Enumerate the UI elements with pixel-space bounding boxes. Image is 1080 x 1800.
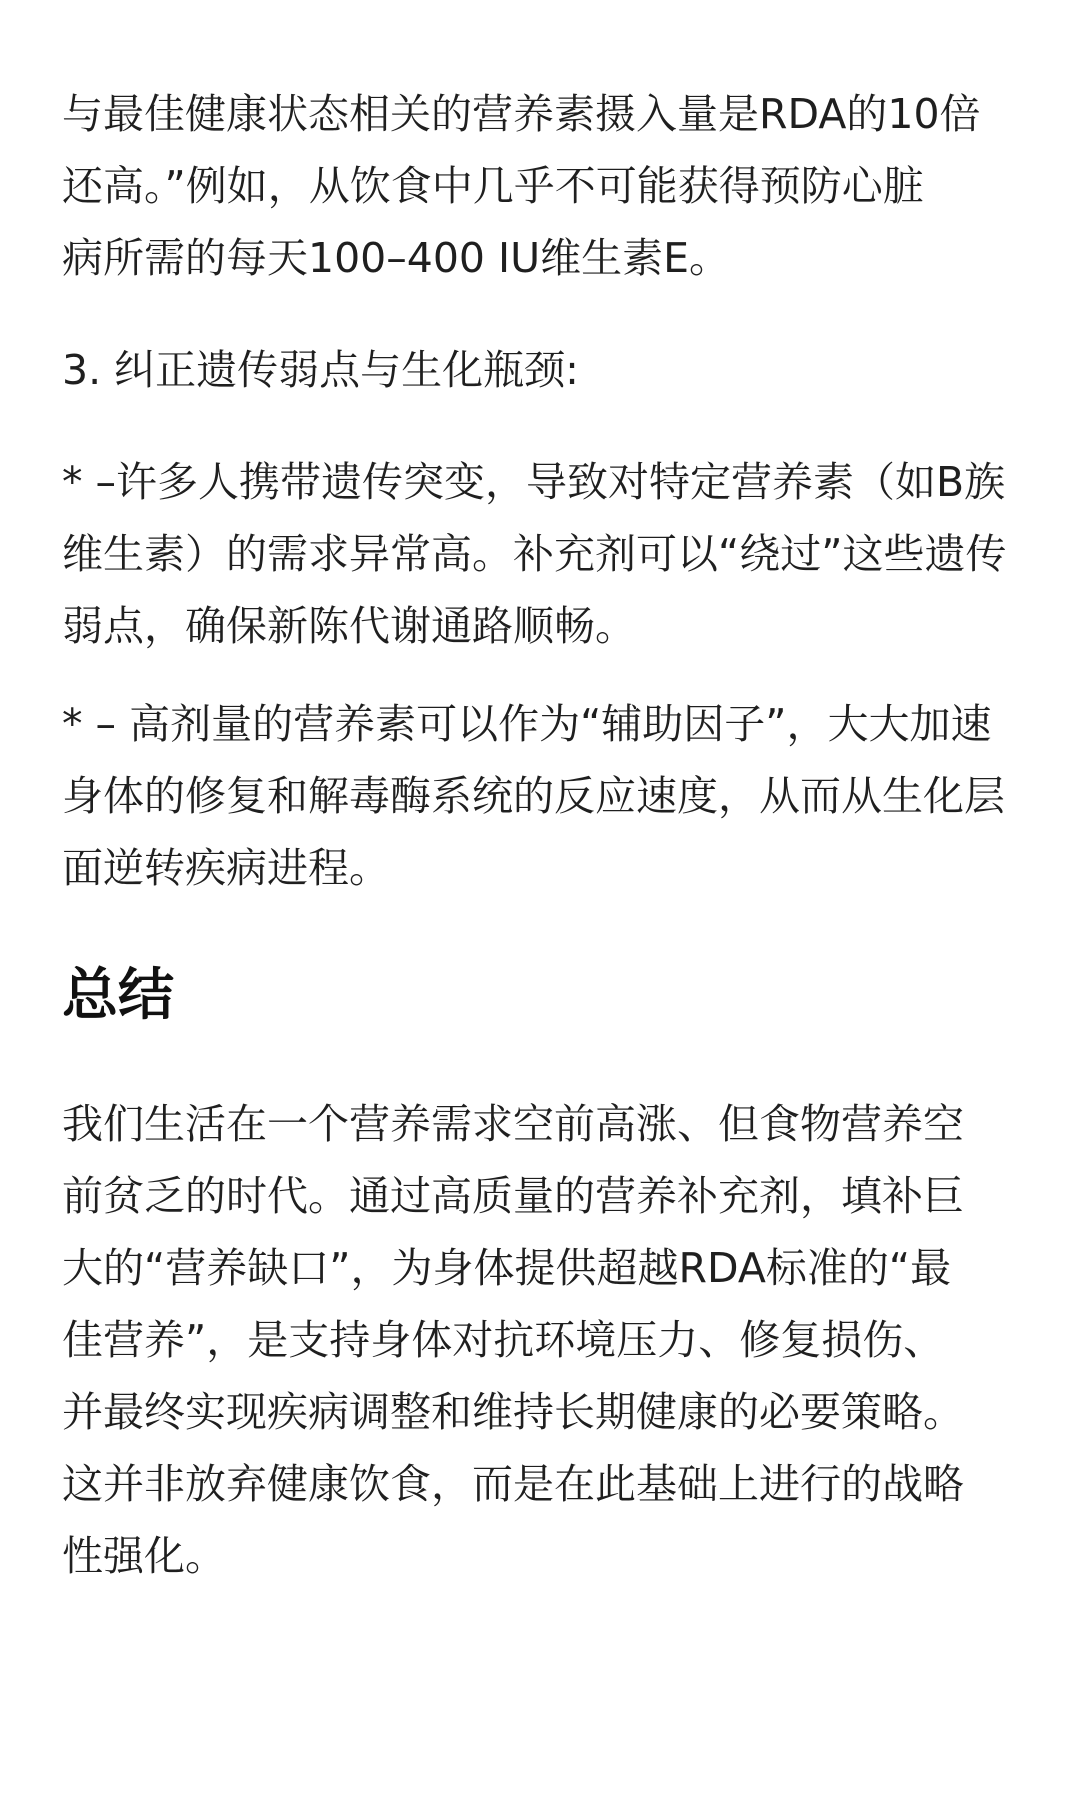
intro-paragraph <box>62 78 1018 294</box>
bullet-2-line: 面逆转疾病进程。 <box>62 844 390 892</box>
summary-line: 前贫乏的时代。通过高质量的营养补充剂，填补巨 <box>62 1172 964 1220</box>
section-3-heading-text: 3. 纠正遗传弱点与生化瓶颈: <box>62 346 579 394</box>
summary-line: 这并非放弃健康饮食，而是在此基础上进行的战略 <box>62 1460 964 1508</box>
summary-line: 性强化。 <box>62 1532 226 1580</box>
intro-line: 病所需的每天100–400 IU维生素E。 <box>62 234 731 282</box>
summary-line: 并最终实现疾病调整和维持长期健康的必要策略。 <box>62 1388 964 1436</box>
summary-line: 大的“营养缺口”，为身体提供超越RDA标准的“最 <box>62 1244 952 1292</box>
bullet-item-2 <box>62 688 1018 904</box>
bullet-1-line: 维生素）的需求异常高。补充剂可以“绕过”这些遗传 <box>62 530 1007 578</box>
bullet-2-line: 身体的修复和解毒酶系统的反应速度，从而从生化层 <box>62 772 1005 820</box>
bullet-item-1 <box>62 446 1018 662</box>
summary-paragraph <box>62 1088 1018 1592</box>
bullet-1-line: * –许多人携带遗传突变，导致对特定营养素（如B族 <box>62 458 1006 506</box>
summary-line: 佳营养”，是支持身体对抗环境压力、修复损伤、 <box>62 1316 945 1364</box>
intro-line: 还高。”例如，从饮食中几乎不可能获得预防心脏 <box>62 162 924 210</box>
summary-line: 我们生活在一个营养需求空前高涨、但食物营养空 <box>62 1100 964 1148</box>
bullet-2-line: * – 高剂量的营养素可以作为“辅助因子”，大大加速 <box>62 700 992 748</box>
section-3-heading <box>62 334 1018 406</box>
bullet-1-line: 弱点，确保新陈代谢通路顺畅。 <box>62 602 636 650</box>
summary-heading: 总结 <box>62 963 174 1028</box>
intro-line: 与最佳健康状态相关的营养素摄入量是RDA的10倍 <box>62 90 981 138</box>
